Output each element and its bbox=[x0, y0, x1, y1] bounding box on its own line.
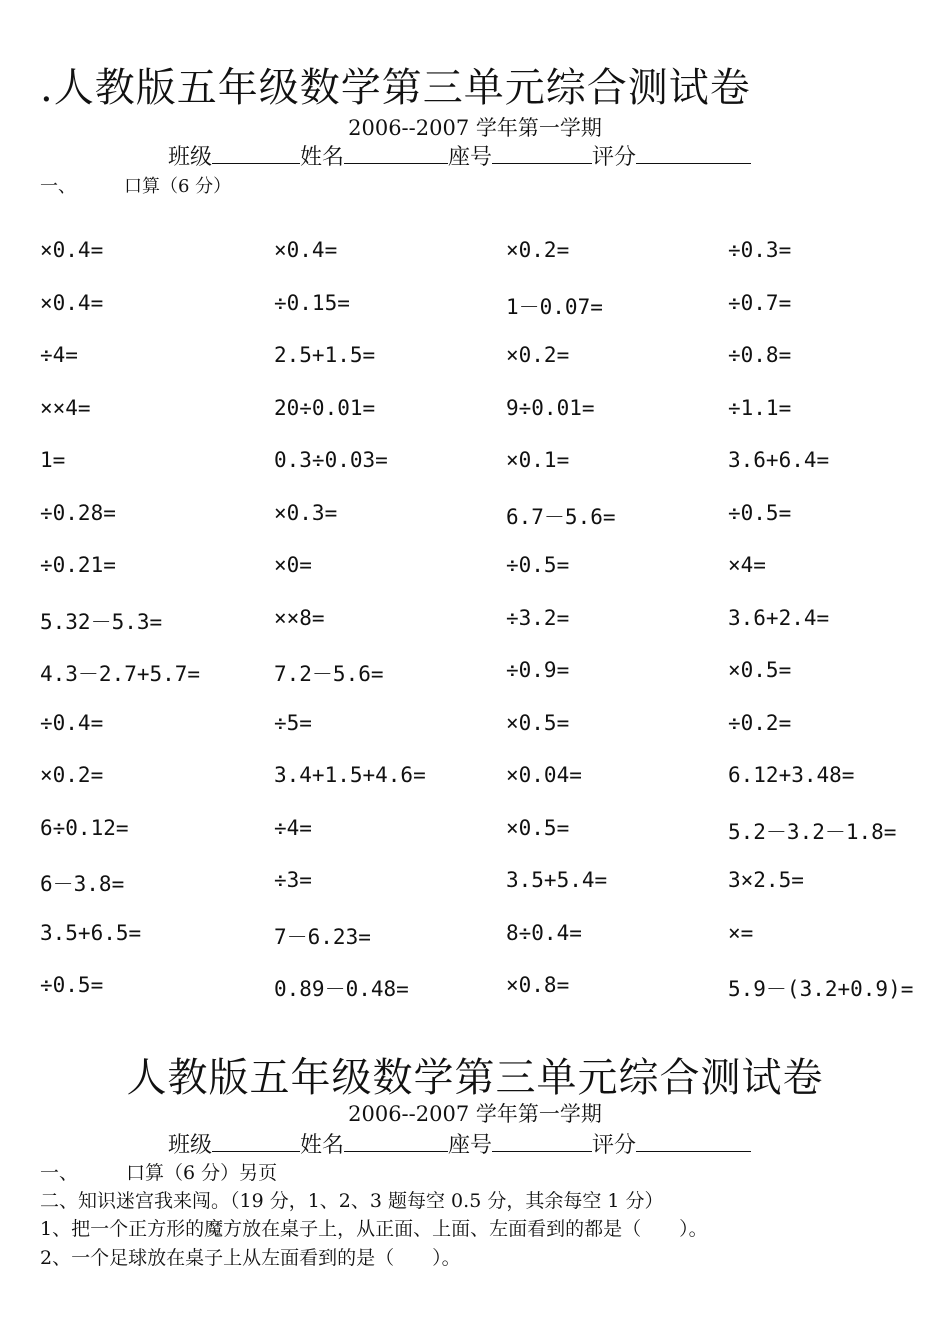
calc-problem: 6÷0.12= bbox=[40, 815, 129, 840]
calc-row bbox=[40, 448, 940, 478]
calc-problem: ÷3= bbox=[274, 868, 312, 892]
name-label: 姓名 bbox=[300, 145, 345, 170]
calc-problem: 5.2－3.2－1.8= bbox=[728, 819, 897, 844]
calc-problem: ×0.8= bbox=[506, 973, 570, 997]
section1-label: 口算（6 分） bbox=[124, 176, 232, 197]
score-blank[interactable] bbox=[636, 141, 751, 164]
calc-problem: 0.89－0.48= bbox=[274, 977, 409, 1001]
calc-problem: ×0.4= bbox=[274, 238, 338, 262]
calc-problem: ÷0.15= bbox=[274, 290, 350, 315]
calc-problem: ×= bbox=[728, 920, 754, 945]
calc-row bbox=[40, 238, 940, 268]
score-label: 评分 bbox=[592, 145, 637, 170]
section1-number: 一、 bbox=[40, 1162, 79, 1184]
calc-problem: ×0= bbox=[274, 553, 312, 577]
calc-problem: ÷1.1= bbox=[728, 395, 792, 420]
calc-row bbox=[40, 501, 940, 531]
calc-problem: ÷0.3= bbox=[728, 238, 792, 262]
calc-row bbox=[40, 658, 940, 688]
section1-heading bbox=[40, 172, 231, 198]
calc-problem: 1－0.07= bbox=[506, 294, 603, 319]
calc-row bbox=[40, 343, 940, 373]
calc-row bbox=[40, 816, 940, 846]
semester-label-top: 2006--2007 学年第一学期 bbox=[348, 116, 602, 140]
seat-label: 座号 bbox=[448, 1133, 493, 1158]
calc-problem: ×0.5= bbox=[506, 815, 570, 840]
page-title-top: .人教版五年级数学第三单元综合测试卷 bbox=[40, 65, 751, 111]
calc-problem: 6.12+3.48= bbox=[728, 763, 855, 787]
calc-problem: ÷4= bbox=[274, 815, 312, 840]
calc-problem: 9÷0.01= bbox=[506, 395, 595, 420]
calc-problem: ÷3.2= bbox=[506, 605, 570, 630]
calc-problem: 3.5+6.5= bbox=[40, 920, 142, 945]
section1-number: 一、 bbox=[40, 176, 76, 197]
calc-problem: ÷5= bbox=[274, 710, 312, 735]
calc-problem: ÷0.5= bbox=[506, 553, 570, 577]
class-blank[interactable] bbox=[212, 141, 300, 164]
calc-problem: 5.9－(3.2+0.9)= bbox=[728, 977, 914, 1001]
calc-row bbox=[40, 763, 940, 793]
calc-problem: ×0.04= bbox=[506, 763, 582, 787]
calc-row bbox=[40, 291, 940, 321]
seat-label: 座号 bbox=[448, 145, 493, 170]
calc-problem: 2.5+1.5= bbox=[274, 343, 376, 367]
student-info-line-top bbox=[168, 140, 751, 171]
calc-problem: 8÷0.4= bbox=[506, 920, 582, 945]
calc-problem: ××4= bbox=[40, 395, 91, 420]
calc-problem: ÷0.4= bbox=[40, 710, 104, 735]
seat-blank[interactable] bbox=[492, 1129, 592, 1152]
calc-problem: ×0.2= bbox=[506, 238, 570, 262]
name-blank[interactable] bbox=[344, 1129, 448, 1152]
calc-problem: 6.7－5.6= bbox=[506, 504, 616, 529]
calc-problem: ÷0.28= bbox=[40, 500, 116, 525]
question-1: 1、把一个正方形的魔方放在桌子上，从正面、上面、左面看到的都是（ ）。 bbox=[40, 1218, 708, 1240]
calc-problem: 1= bbox=[40, 448, 66, 472]
calc-problem: 3.5+5.4= bbox=[506, 868, 608, 892]
calc-problem: 7－6.23= bbox=[274, 924, 371, 949]
seat-blank[interactable] bbox=[492, 141, 592, 164]
student-info-line-bottom bbox=[168, 1128, 751, 1159]
name-label: 姓名 bbox=[300, 1133, 345, 1158]
calc-problem: 5.32－5.3= bbox=[40, 609, 163, 634]
score-blank[interactable] bbox=[636, 1129, 751, 1152]
section2-heading: 二、知识迷宫我来闯。（19 分，1、2、3 题每空 0.5 分，其余每空 1 分） bbox=[40, 1190, 664, 1212]
calc-problem: 3.4+1.5+4.6= bbox=[274, 763, 426, 787]
calc-problem: ÷4= bbox=[40, 343, 78, 367]
calc-problem: 0.3÷0.03= bbox=[274, 448, 388, 472]
calc-problem: 3.6+2.4= bbox=[728, 605, 830, 630]
calc-row bbox=[40, 868, 940, 898]
calc-row bbox=[40, 711, 940, 741]
class-label: 班级 bbox=[168, 145, 213, 170]
calc-problem: ÷0.8= bbox=[728, 343, 792, 367]
calc-problem: ××8= bbox=[274, 605, 325, 630]
calc-problem: ÷0.5= bbox=[728, 500, 792, 525]
calc-problem: ×0.4= bbox=[40, 290, 104, 315]
calc-problem: ÷0.5= bbox=[40, 973, 104, 997]
calc-problem: 3×2.5= bbox=[728, 868, 804, 892]
calc-problem: ×0.2= bbox=[40, 763, 104, 787]
calc-problem: 4.3－2.7+5.7= bbox=[40, 662, 201, 686]
calc-problem: 3.6+6.4= bbox=[728, 448, 830, 472]
calc-problem: ×0.5= bbox=[506, 710, 570, 735]
question-2: 2、一个足球放在桌子上从左面看到的是（ ）。 bbox=[40, 1247, 461, 1269]
calc-problem: ×4= bbox=[728, 553, 766, 577]
calc-problem: ×0.5= bbox=[728, 658, 792, 682]
calc-problem: ÷0.2= bbox=[728, 710, 792, 735]
calc-problem: ×0.4= bbox=[40, 238, 104, 262]
calc-row bbox=[40, 921, 940, 951]
calc-problem: 7.2－5.6= bbox=[274, 662, 384, 686]
calc-problem: ×0.2= bbox=[506, 343, 570, 367]
class-label: 班级 bbox=[168, 1133, 213, 1158]
calc-row bbox=[40, 973, 940, 1003]
name-blank[interactable] bbox=[344, 141, 448, 164]
calc-problem: ÷0.9= bbox=[506, 658, 570, 682]
section1-heading-bottom bbox=[40, 1158, 277, 1185]
calc-row bbox=[40, 553, 940, 583]
page-title-bottom: 人教版五年级数学第三单元综合测试卷 bbox=[126, 1055, 824, 1101]
calc-row bbox=[40, 396, 940, 426]
calc-row bbox=[40, 606, 940, 636]
score-label: 评分 bbox=[592, 1133, 637, 1158]
calc-problem: ×0.1= bbox=[506, 448, 570, 472]
calc-problem: 6－3.8= bbox=[40, 872, 125, 896]
class-blank[interactable] bbox=[212, 1129, 300, 1152]
semester-label-bottom: 2006--2007 学年第一学期 bbox=[348, 1102, 602, 1126]
section1-label: 口算（6 分）另页 bbox=[126, 1162, 278, 1184]
calc-problem: ÷0.7= bbox=[728, 290, 792, 315]
calc-problem: 20÷0.01= bbox=[274, 395, 376, 420]
calc-problem: ×0.3= bbox=[274, 500, 338, 525]
calc-problem: ÷0.21= bbox=[40, 553, 116, 577]
